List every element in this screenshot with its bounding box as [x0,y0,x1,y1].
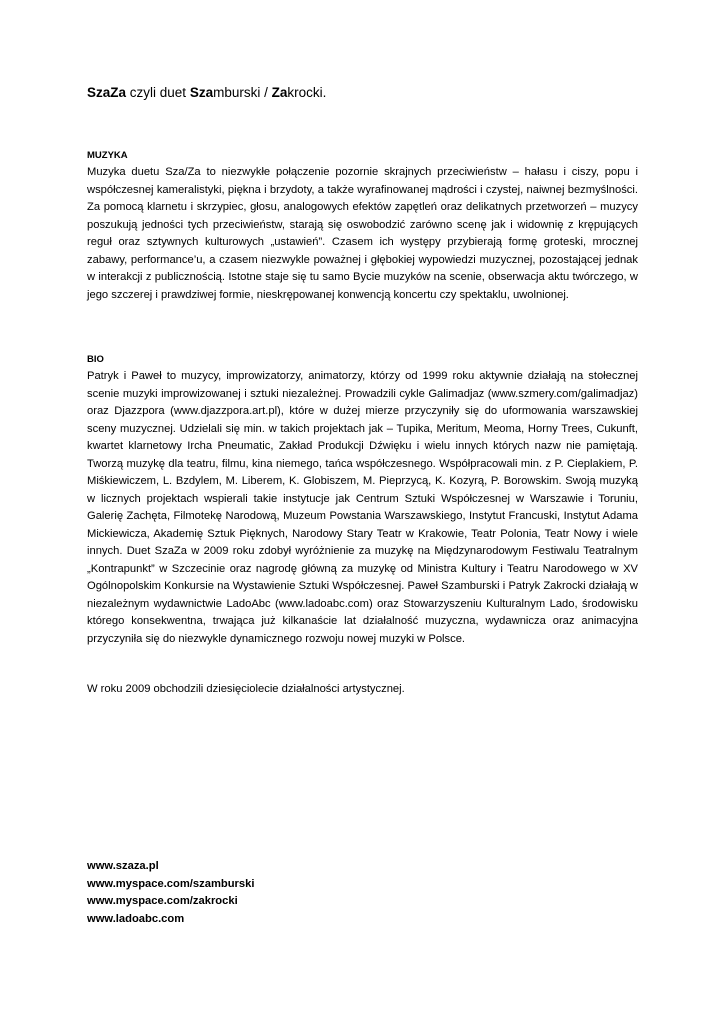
document-title [87,85,326,100]
link-myspace-szamburski[interactable]: www.myspace.com/szamburski [87,877,255,890]
title-bold-sza: Sza [189,85,214,100]
title-text-krocki: krocki. [287,85,327,100]
link-list [87,858,254,928]
title-text-czyli-duet: czyli duet [126,85,190,100]
muzyka-heading: MUZYKA [87,150,128,161]
closing-paragraph: W roku 2009 obchodzili dziesięciolecie działalności artystycznej. [87,683,405,695]
bio-paragraph: Patryk i Paweł to muzycy, improwizatorzy, animatorzy, którzy od 1999 roku aktywnie działają na stołecznej scenie muzyki improwizowanej i sztuki niezależnej. Prowadzili cykle Galimadjaz (www.szmery.com/galimadjaz) oraz Djazzpora (www.djazzpora.art.pl), które w dużej mierze przyczyniły się do uformowania warszawskiej sceny muzycznej. Udzielali się min. w takich projektach jak – Tupika, Meritum, Meoma, Horny Trees, Cukunft, kwartet klarnetowy Ircha Pneumatic, Zakład Produkcji Dźwięku i wielu innych których nazw nie pamiętają. Tworzą muzykę dla teatru, filmu, kina niemego, tańca współczesnego. Współpracowali min. z P. Cieplakiem, P. Miśkiewiczem, L. Bzdylem, M. Liberem, K. Globiszem, M. Pieprzycą, K. Kozyrą, P. Borowskim. Swoją muzyką w licznych projektach wspierali takie instytucje jak Centrum Sztuki Współczesnej w Warszawie i Toruniu, Galerię Zachęta, Filmotekę Narodową, Muzeum Powstania Warszawskiego, Instytut Francuski, Instytut Adama Mickiewicza, Akademię Sztuk Pięknych, Narodowy Stary Teatr w Krakowie, Teatr Polonia, Teatr Nowy i wiele innych. Duet SzaZa w 2009 roku zdobył wyróżnienie za muzykę na Międzynarodowym Festiwalu Teatralnym „Kontrapunkt” w Szczecinie oraz nagrodę główną za muzykę od Ministra Kultury i Teatru Narodowego w XV Ogólnopolskim Konkursie na Wystawienie Sztuki Współczesnej. Paweł Szamburski i Patryk Zakrocki działają w niezależnym wydawnictwie LadoAbc (www.ladoabc.com) oraz Stowarzyszeniu Kulturalnym Lado, środowisku którego konsekwentna, trwająca już kilkanaście lat działalność muzyczna, wydawnicza oraz animacyjna przyczyniła się do niezwykle dynamicznego rozwoju nowej muzyki w Polsce. [87,370,638,645]
link-ladoabc[interactable]: www.ladoabc.com [87,912,185,925]
link-szaza[interactable]: www.szaza.pl [87,860,159,872]
link-myspace-zakrocki[interactable]: www.myspace.com/zakrocki [87,895,238,907]
bio-heading: BIO [87,354,104,365]
section-bio [87,354,638,648]
title-bold-za: Za [271,85,288,100]
muzyka-paragraph: Muzyka duetu Sza/Za to niezwykłe połączenie pozornie skrajnych przeciwieństw – hałasu i ciszy, popu i współczesnej kameralistyki, piękna i brzydoty, a także wyrafinowanej mądrości i czystej, naiwnej bezmyślności. Za pomocą klarnetu i skrzypiec, głosu, analogowych efektów zapętleń oraz delikatnych przetworzeń – muzycy poszukują jedności tych przeciwieństw, starają się oswobodzić zarówno scenę jak i widownię z krępujących reguł oraz sztywnych kulturowych „ustawień”. Czasem ich występy przybierają formę groteski, mrocznej zabawy, performance’u, a czasem niezwykle poważnej i głębokiej wypowiedzi muzycznej, pozostającej jednak w interakcji z publicznością. Istotne staje się tu samo Bycie muzyków na scenie, obserwacja aktu twórczego, w jego szczerej i prawdziwej formie, nieskrępowanej konwencją koncertu czy spektaklu, uwolnionej. [87,166,638,301]
title-text-mburski: mburski / [213,85,272,100]
section-muzyka [87,150,638,304]
title-bold-szaza: SzaZa [87,85,127,100]
